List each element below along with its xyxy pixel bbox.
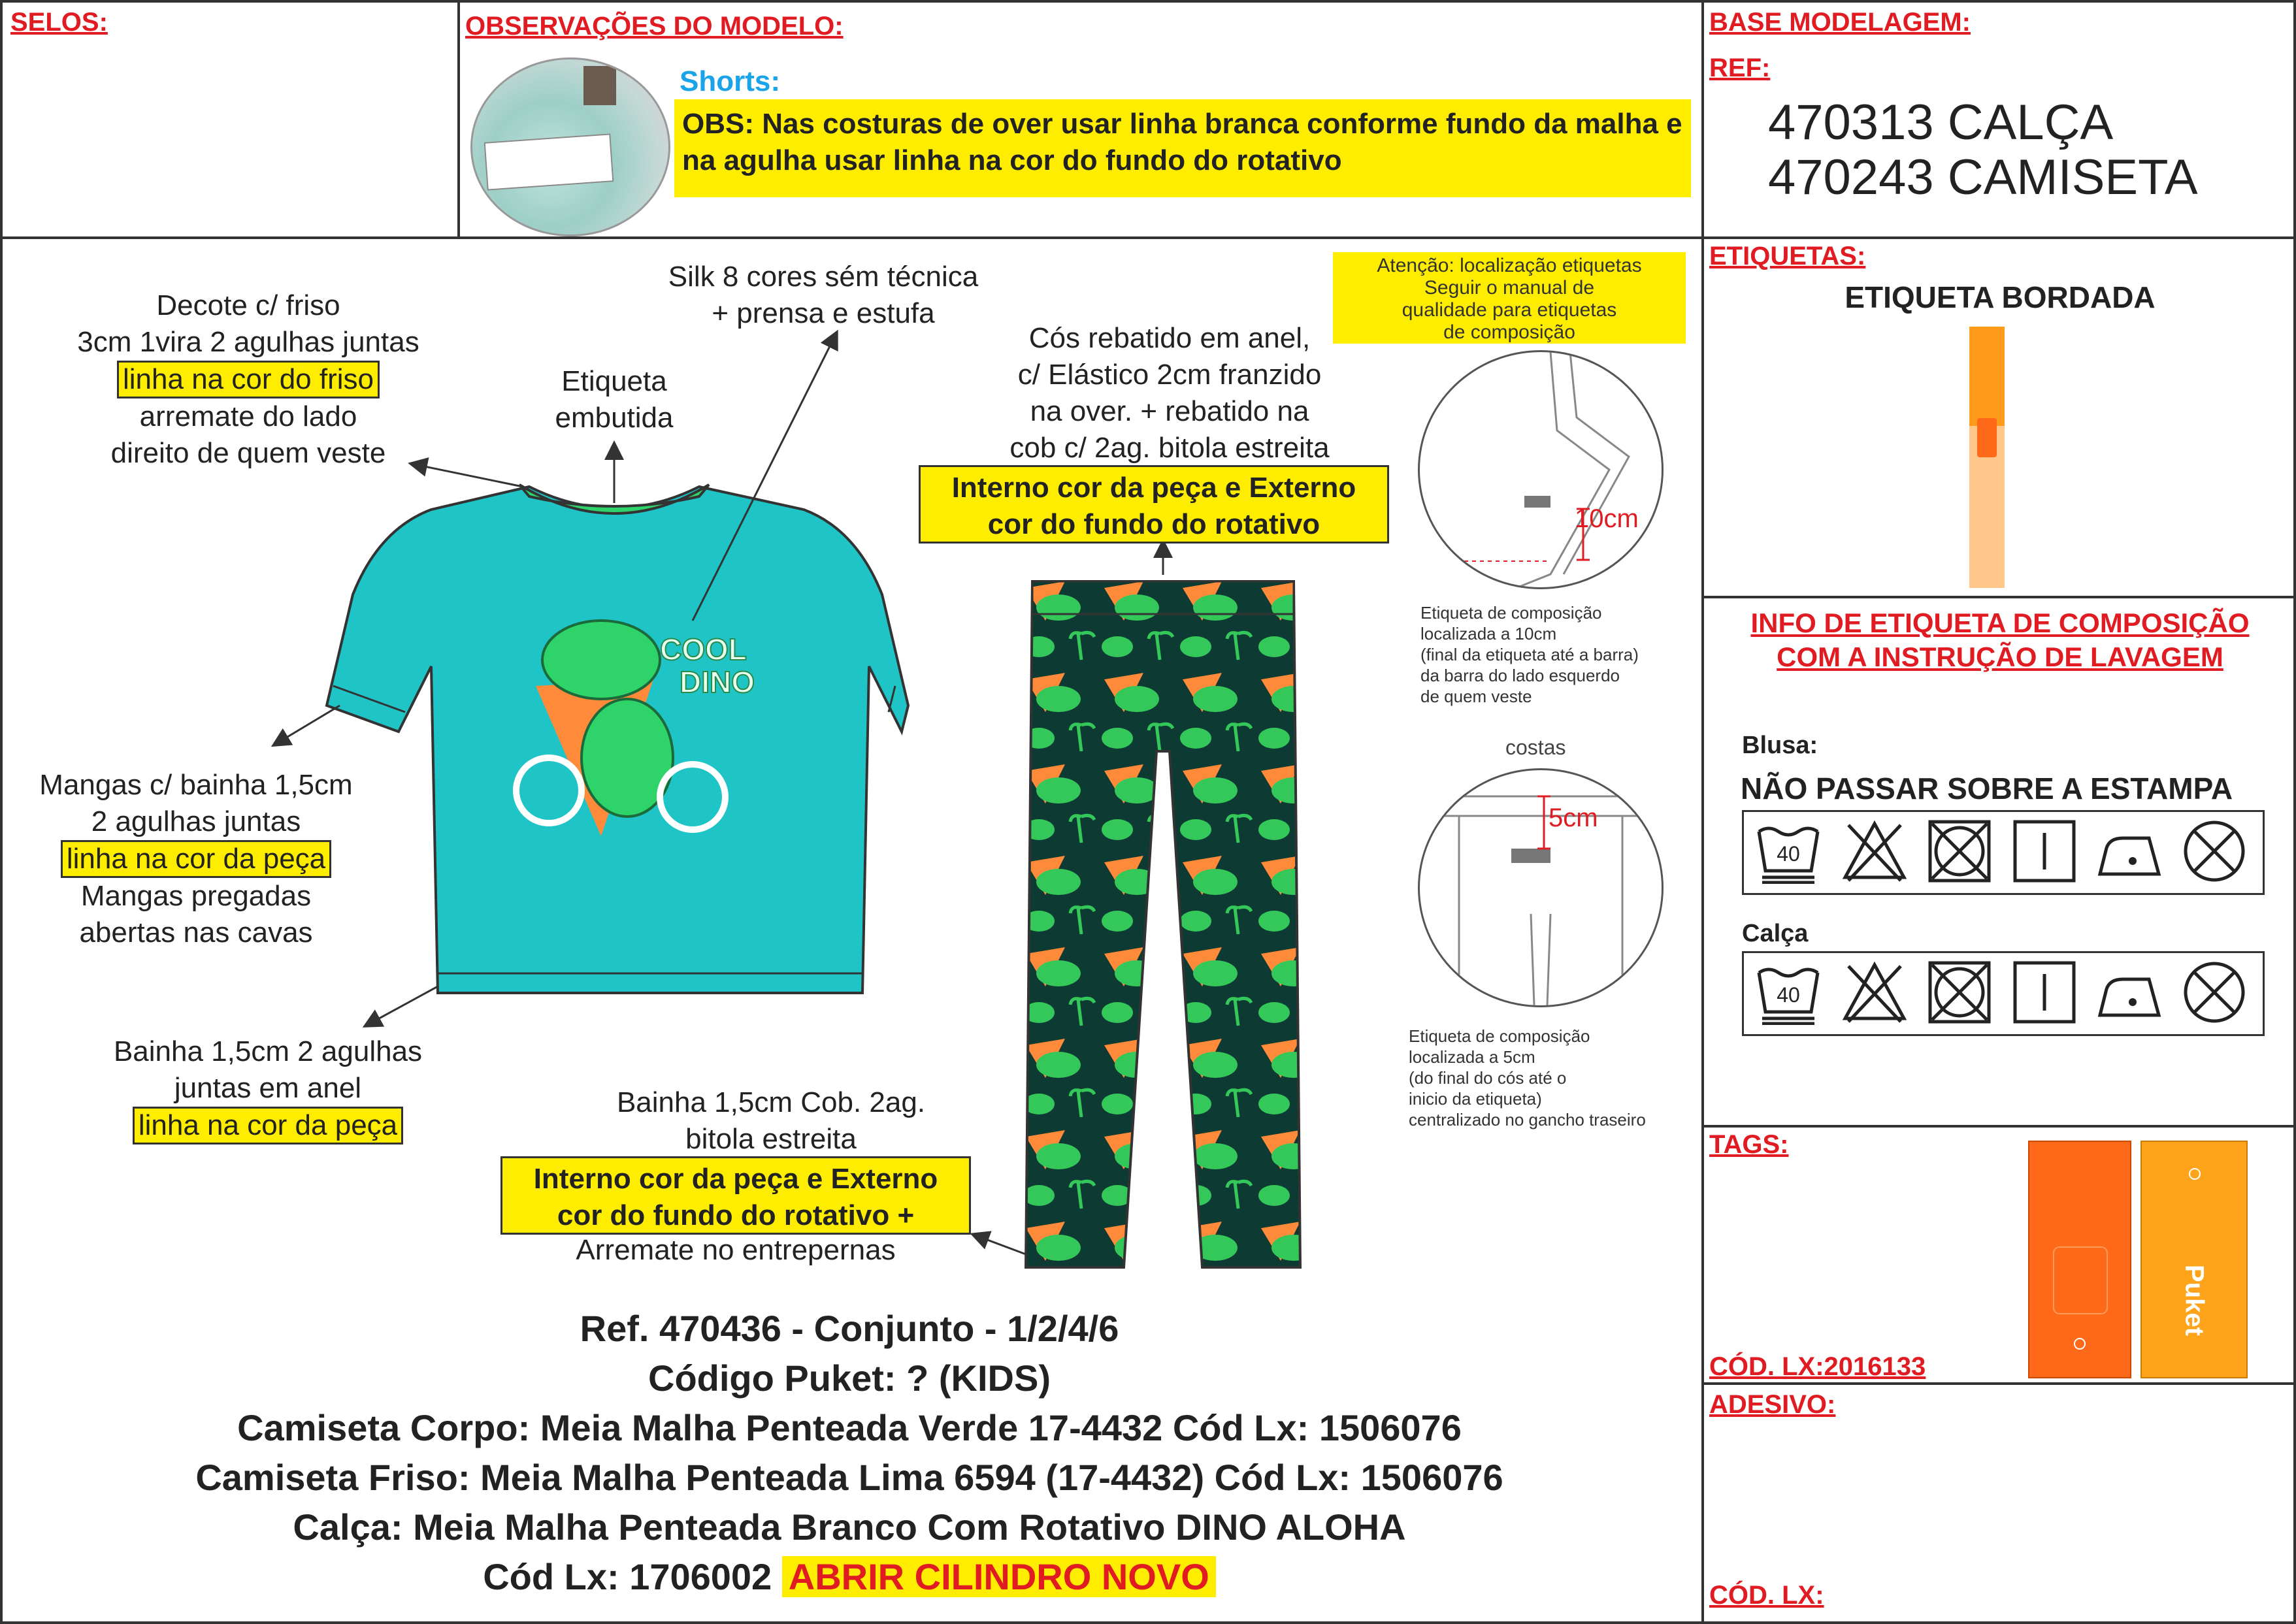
atencao-line-1: Atenção: localização etiquetas: [1377, 255, 1642, 276]
desc-2-line-5: centralizado no gancho traseiro: [1409, 1110, 1646, 1129]
mangas-line-2: 2 agulhas juntas: [91, 805, 301, 837]
footer-corpo: Camiseta Corpo: Meia Malha Penteada Verde 17-4432 Cód Lx: 1506076: [237, 1407, 1462, 1448]
bainha-line-2: juntas em anel: [174, 1072, 362, 1104]
ref-header: REF:: [1709, 54, 1771, 82]
atencao-note: [1333, 252, 1686, 344]
arremate-note: Arremate no entrepernas: [576, 1234, 896, 1266]
footer-specs: [13, 1304, 1686, 1602]
hang-tag-back: [2028, 1141, 2131, 1378]
bainha-hl-line-2: cor do fundo do rotativo +: [557, 1199, 915, 1231]
footer-friso: Camiseta Friso: Meia Malha Penteada Lima 6594 (17-4432) Cód Lx: 1506076: [195, 1457, 1503, 1498]
hang-tag-window: [2053, 1246, 2108, 1314]
bainha-line-1: Bainha 1,5cm 2 agulhas: [113, 1035, 423, 1067]
decote-line-5: direito de quem veste: [110, 437, 386, 469]
measure-10cm: 10cm: [1575, 504, 1639, 533]
info-etiqueta-title-2: COM A INSTRUÇÃO DE LAVAGEM: [1777, 641, 2223, 672]
obs-note: OBS: Nas costuras de over usar linha branca conforme fundo da malha e na agulha usar linha na cor do fundo do rotativo: [674, 99, 1691, 197]
pants-body: [1026, 581, 1300, 1267]
cos-hl-line-2: cor do fundo do rotativo: [987, 508, 1320, 540]
bainha-line-3: linha na cor da peça: [133, 1107, 403, 1145]
footer-cod-lx: [13, 1552, 1686, 1602]
hem-detail-drawing: [1420, 352, 1662, 587]
wash-temp-blusa: 40: [1777, 842, 1800, 866]
divider-right-1: [1701, 236, 2296, 239]
bainha-pants-line-1: Bainha 1,5cm Cob. 2ag.: [616, 1086, 926, 1118]
costas-label: costas: [1505, 736, 1566, 759]
ref-line-1: 470313 CALÇA: [1768, 95, 2114, 150]
bainha-pants-note: [536, 1084, 1006, 1158]
divider-right-column: [1701, 0, 1704, 1624]
mangas-line-5: abertas nas cavas: [79, 917, 313, 949]
divider-right-4: [1701, 1382, 2296, 1385]
etiquetas-header: ETIQUETAS:: [1709, 242, 1866, 270]
divider-right-2: [1701, 596, 2296, 598]
adesivo-header: ADESIVO:: [1709, 1390, 1836, 1419]
hang-tag-hole-icon: [2074, 1338, 2086, 1350]
embroidered-label-strip: [1969, 327, 2005, 588]
cos-line-3: na over. + rebatido na: [1030, 395, 1309, 427]
silk-line-1: Silk 8 cores sém técnica: [668, 261, 979, 293]
mangas-line-1: Mangas c/ bainha 1,5cm: [39, 769, 353, 801]
desc-1-line-4: da barra do lado esquerdo: [1420, 666, 1620, 685]
decote-line-1: Decote c/ friso: [156, 289, 340, 321]
cos-line-2: c/ Elástico 2cm franzido: [1017, 359, 1322, 391]
hang-tag-front: [2140, 1141, 2248, 1378]
line-dry-icon: [2012, 960, 2077, 1025]
cos-line-4: cob c/ 2ag. bitola estreita: [1009, 432, 1330, 464]
ref-line-2: 470243 CAMISETA: [1768, 150, 2198, 205]
bainha-pants-highlight: [500, 1156, 971, 1235]
silk-line-2: + prensa e estufa: [712, 297, 935, 329]
tags-cod-lx: CÓD. LX:2016133: [1709, 1352, 1926, 1381]
no-dry-clean-icon: [2182, 960, 2247, 1025]
print-text-cool: COOL: [660, 632, 747, 666]
etiqueta-line-1: Etiqueta: [561, 365, 667, 397]
info-etiqueta-title-1: INFO DE ETIQUETA DE COMPOSIÇÃO: [1750, 608, 2250, 638]
desc-2-line-2: localizada a 5cm: [1409, 1047, 1535, 1067]
detail-circle-back: [1418, 768, 1664, 1007]
desc-2-line-3: (do final do cós até o: [1409, 1068, 1567, 1088]
mangas-line-4: Mangas pregadas: [80, 880, 312, 912]
etiqueta-bordada-label: ETIQUETA BORDADA: [1845, 280, 2156, 314]
cos-highlight: [919, 465, 1389, 544]
wash-40-icon: [1756, 960, 1821, 1025]
desc-1-line-1: Etiqueta de composição: [1420, 603, 1602, 623]
atencao-line-3: qualidade para etiquetas: [1402, 299, 1617, 321]
care-symbols-calca: [1742, 951, 2265, 1036]
care-symbols-blusa: [1742, 810, 2265, 895]
decote-line-3: linha na cor do friso: [117, 361, 380, 398]
etiqueta-line-2: embutida: [555, 402, 674, 434]
hang-tag-hole-icon: [2189, 1168, 2201, 1180]
iron-low-icon: [2097, 819, 2162, 884]
desc-1-line-2: localizada a 10cm: [1420, 624, 1557, 643]
calca-label: Calça: [1742, 920, 1809, 947]
tag-brand-logo: Puket: [2180, 1265, 2209, 1336]
cos-hl-line-1: Interno cor da peça e Externo: [951, 472, 1356, 504]
no-bleach-icon: [1842, 960, 1907, 1025]
line-dry-icon: [2012, 819, 2077, 884]
measure-5cm: 5cm: [1549, 804, 1598, 832]
mangas-note: [7, 767, 385, 951]
decote-line-2: 3cm 1vira 2 agulhas juntas: [77, 326, 419, 358]
atencao-line-4: de composição: [1443, 321, 1575, 343]
mangas-line-3: linha na cor da peça: [61, 840, 331, 878]
shorts-label: Shorts:: [680, 65, 780, 97]
footer-codigo: Código Puket: ? (KIDS): [648, 1357, 1051, 1399]
selos-header: SELOS:: [10, 8, 108, 37]
base-modelagem-header: BASE MODELAGEM:: [1709, 8, 1971, 37]
no-tumble-dry-icon: [1927, 819, 1992, 884]
bainha-shirt-note: [91, 1033, 444, 1145]
back-detail-drawing: [1420, 770, 1662, 1005]
pants-drawing: [1019, 575, 1307, 1280]
bainha-pants-line-2: bitola estreita: [685, 1123, 857, 1155]
etiqueta-embutida-note: [523, 363, 706, 436]
blusa-warning: NÃO PASSAR SOBRE A ESTAMPA: [1741, 771, 2233, 805]
decote-note: [39, 287, 457, 472]
observacoes-header: OBSERVAÇÕES DO MODELO:: [465, 12, 844, 41]
desc-2: [1409, 1026, 1696, 1130]
detail-circle-hem: [1418, 350, 1664, 589]
iron-low-icon: [2097, 960, 2162, 1025]
puket-logo-icon: [1977, 418, 1997, 457]
desc-2-line-1: Etiqueta de composição: [1409, 1026, 1590, 1046]
cos-line-1: Cós rebatido em anel,: [1028, 322, 1311, 354]
no-bleach-icon: [1842, 819, 1907, 884]
wash-temp-calca: 40: [1777, 983, 1800, 1007]
desc-2-line-4: inicio da etiqueta): [1409, 1089, 1542, 1109]
no-dry-clean-icon: [2182, 819, 2247, 884]
bainha-hl-line-1: Interno cor da peça e Externo: [533, 1163, 938, 1195]
atencao-line-2: Seguir o manual de: [1424, 277, 1595, 299]
no-tumble-dry-icon: [1927, 960, 1992, 1025]
decote-line-4: arremate do lado: [139, 400, 357, 432]
tags-header: TAGS:: [1709, 1130, 1789, 1159]
footer-calca: Calça: Meia Malha Penteada Branco Com Rotativo DINO ALOHA: [293, 1506, 1406, 1548]
desc-1-line-3: (final da etiqueta até a barra): [1420, 645, 1639, 664]
adesivo-cod-lx: CÓD. LX:: [1709, 1581, 1824, 1610]
footer-ref: Ref. 470436 - Conjunto - 1/2/4/6: [580, 1308, 1119, 1349]
wash-40-icon: [1756, 819, 1821, 884]
footer-cod-lx-prefix: Cód Lx: 1706002: [483, 1556, 782, 1597]
print-text-dino: DINO: [680, 665, 755, 699]
divider-right-3: [1701, 1125, 2296, 1128]
footer-cilindro-highlight: ABRIR CILINDRO NOVO: [782, 1556, 1216, 1597]
desc-1-line-5: de quem veste: [1420, 687, 1532, 706]
blusa-label: Blusa:: [1742, 732, 1818, 759]
desc-1: [1420, 602, 1695, 707]
